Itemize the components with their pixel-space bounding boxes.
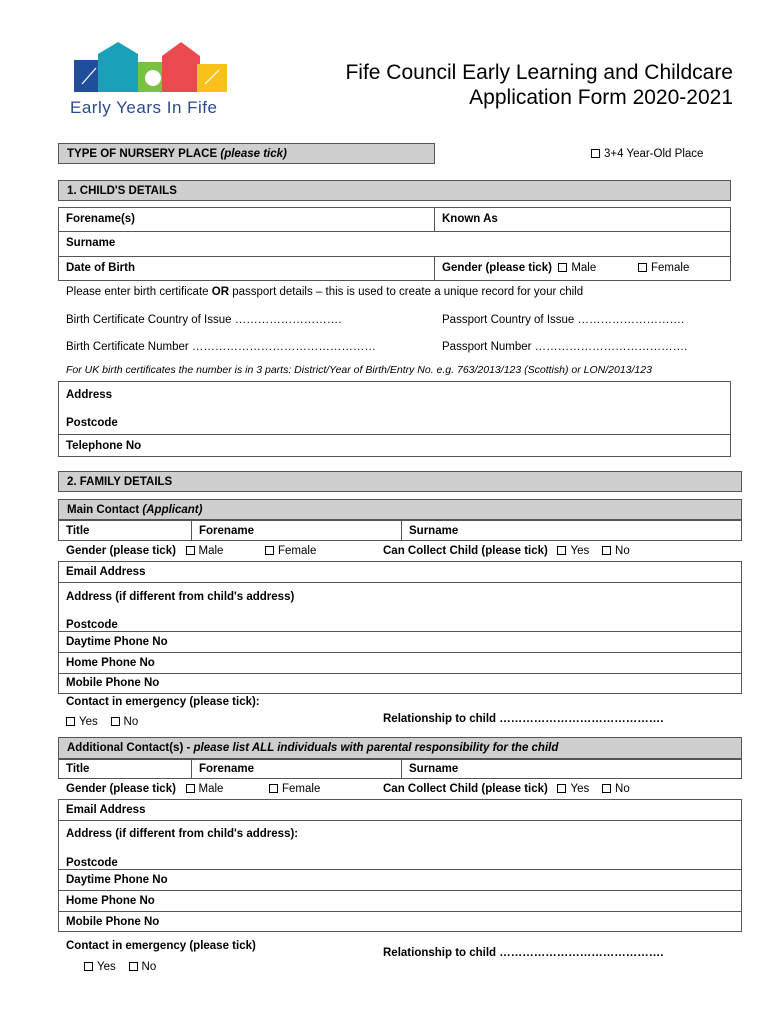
telephone-label: Telephone No	[66, 440, 142, 452]
gender-label: Gender (please tick)	[442, 262, 552, 274]
nursery-type-label: TYPE OF NURSERY PLACE	[67, 147, 218, 160]
forename-label: Forename	[199, 763, 254, 775]
title-label: Title	[66, 525, 90, 537]
postcode-label: Postcode	[66, 417, 118, 429]
checkbox-male[interactable]	[186, 546, 195, 555]
forename-label: Forename(s)	[66, 213, 136, 225]
section-family-details	[58, 471, 742, 492]
surname-label: Surname	[409, 763, 459, 775]
checkbox-no[interactable]	[129, 962, 138, 971]
uk-note: For UK birth certificates the number is in 3 parts: District/Year of Birth/Entry No. e.g. 763/2013/123 (Scottish) or LON/2013/123	[66, 364, 652, 376]
checkbox-no[interactable]	[602, 546, 611, 555]
bc-country[interactable]: Birth Certificate Country of Issue ……………………….	[66, 314, 342, 326]
checkbox-male[interactable]	[558, 263, 567, 272]
daytime-phone-label: Daytime Phone No	[66, 874, 168, 886]
relationship-field[interactable]: Relationship to child …………………………………….	[383, 947, 664, 959]
additional-name-box	[58, 759, 742, 779]
main-collect: Can Collect Child (please tick) Yes No	[383, 545, 630, 557]
main-emergency-options: Yes No	[66, 716, 138, 728]
checkbox-female[interactable]	[269, 784, 278, 793]
email-label: Email Address	[66, 804, 146, 816]
mobile-phone-label: Mobile Phone No	[66, 916, 160, 928]
section-title: 1. CHILD'S DETAILS	[67, 184, 177, 197]
main-gender-row: Gender (please tick) Male	[66, 545, 224, 557]
postcode-label: Postcode	[66, 619, 118, 631]
checkbox-yes[interactable]	[557, 546, 566, 555]
checkbox-no[interactable]	[602, 784, 611, 793]
checkbox-yes[interactable]	[557, 784, 566, 793]
checkbox-male[interactable]	[186, 784, 195, 793]
child-female[interactable]	[638, 262, 689, 274]
child-name-box	[58, 207, 731, 281]
emergency-label: Contact in emergency (please tick)	[66, 940, 256, 952]
pp-country[interactable]: Passport Country of Issue ……………………….	[442, 314, 685, 326]
logo-houses-icon	[70, 40, 230, 92]
child-gender	[442, 262, 596, 274]
nursery-option[interactable]	[591, 148, 703, 160]
logo	[70, 40, 230, 118]
birth-note: Please enter birth certificate OR passport details – this is used to create a unique record for your child	[66, 286, 584, 298]
main-contact-bar: Main Contact (Applicant)	[58, 499, 742, 520]
page-title	[345, 60, 733, 110]
checkbox-female[interactable]	[265, 546, 274, 555]
daytime-phone-label: Daytime Phone No	[66, 636, 168, 648]
address-label: Address	[66, 389, 113, 401]
dob-label: Date of Birth	[66, 262, 135, 274]
checkbox-female[interactable]	[638, 263, 647, 272]
home-phone-label: Home Phone No	[66, 657, 155, 669]
mobile-phone-label: Mobile Phone No	[66, 677, 160, 689]
additional-gender-row: Gender (please tick) Male	[66, 783, 224, 795]
section-childs-details	[58, 180, 731, 201]
male-label: Male	[571, 262, 597, 274]
female-label: Female	[651, 262, 690, 274]
section-title: 2. FAMILY DETAILS	[67, 475, 173, 488]
checkbox-yes[interactable]	[66, 717, 75, 726]
main-female[interactable]: Female	[265, 545, 316, 557]
additional-emergency-options: Yes No	[84, 961, 156, 973]
surname-label: Surname	[409, 525, 459, 537]
nursery-type-bar	[58, 143, 435, 164]
child-address-box	[58, 381, 731, 457]
nursery-option-label: 3+4 Year-Old Place	[604, 148, 704, 160]
additional-contact-bar: Additional Contact(s) - please list ALL individuals with parental responsibility for the child	[58, 737, 742, 759]
home-phone-label: Home Phone No	[66, 895, 155, 907]
main-contact-name-box	[58, 520, 742, 541]
main-contact-detail-box	[58, 561, 742, 694]
checkbox-no[interactable]	[111, 717, 120, 726]
known-as-label: Known As	[442, 213, 498, 225]
address-diff-label: Address (if different from child's address):	[66, 828, 299, 840]
checkbox-yes[interactable]	[84, 962, 93, 971]
pp-number[interactable]: Passport Number ………………………………….	[442, 341, 688, 353]
forename-label: Forename	[199, 525, 254, 537]
additional-detail-box	[58, 799, 742, 932]
postcode-label: Postcode	[66, 857, 118, 869]
bc-number[interactable]: Birth Certificate Number …………………………………………	[66, 341, 376, 353]
title-label: Title	[66, 763, 90, 775]
relationship-field[interactable]: Relationship to child …………………………………….	[383, 713, 664, 725]
title-line-2: Application Form 2020-2021	[469, 86, 733, 109]
surname-label: Surname	[66, 237, 116, 249]
nursery-type-note: (please tick)	[220, 147, 287, 160]
title-line-1: Fife Council Early Learning and Childcare	[345, 61, 733, 84]
checkbox-icon[interactable]	[591, 149, 600, 158]
emergency-label: Contact in emergency (please tick):	[66, 696, 260, 708]
address-diff-label: Address (if different from child's address)	[66, 591, 295, 603]
additional-female[interactable]: Female	[269, 783, 320, 795]
logo-text: Early Years In Fife	[70, 98, 218, 117]
email-label: Email Address	[66, 566, 146, 578]
additional-collect: Can Collect Child (please tick) Yes No	[383, 783, 630, 795]
